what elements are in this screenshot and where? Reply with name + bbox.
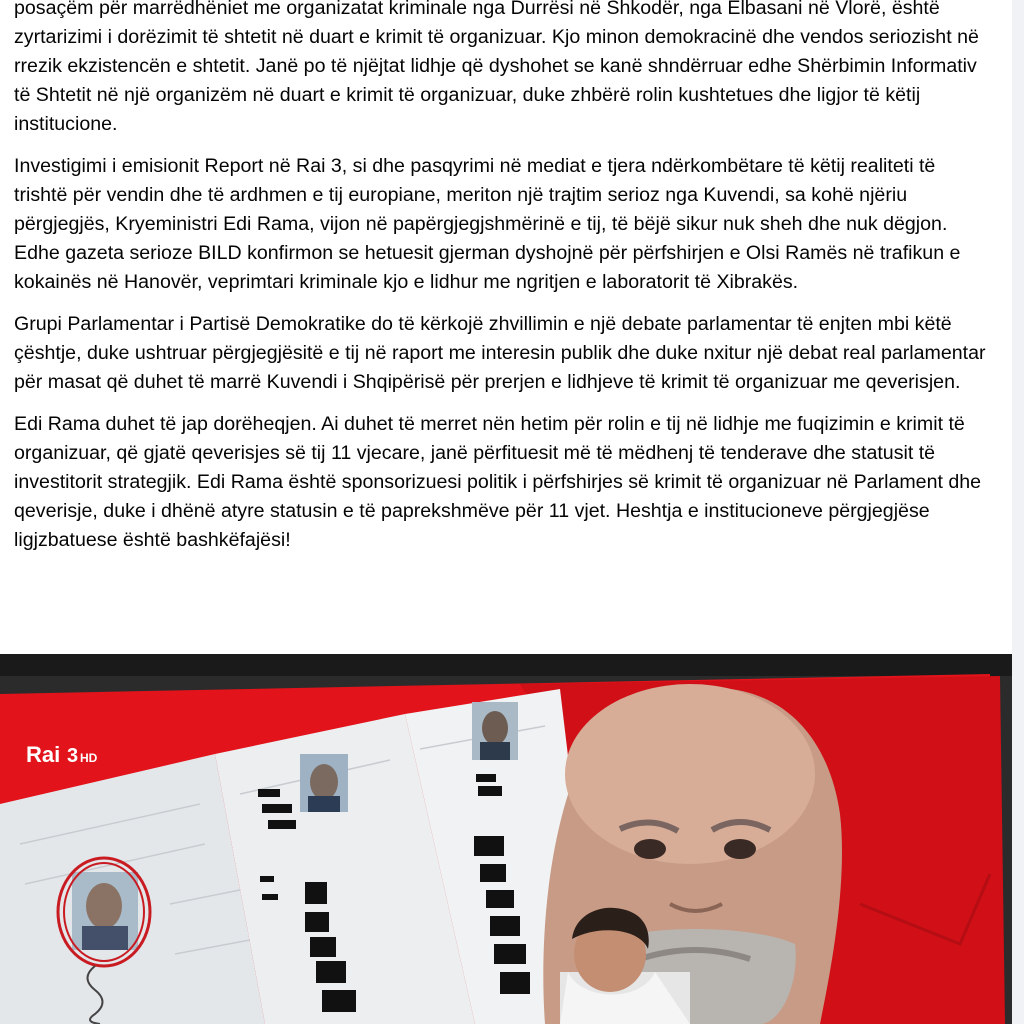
rai-channel-number: 3 bbox=[67, 745, 79, 767]
post-paragraph: Grupi Parlamentar i Partisë Demokratike do të kërkojë zhvillimin e një debate parlamentar të enjten mbi këtë çështje, duke ushtruar përgjegjësitë e tij në raport me interesin publik dhe duke nxitur një debat real parlamentar për masat që duhet të marrë Kuvendi i Shqipërisë për prerjen e lidhjeve të krimit të organizuar me qeverisjen. bbox=[14, 313, 986, 393]
post-text bbox=[14, 0, 994, 568]
post-photo[interactable] bbox=[0, 654, 1012, 1024]
rai-hd-label: HD bbox=[80, 751, 98, 765]
post-paragraph: Edi Rama duhet të jap dorëheqjen. Ai duhet të merret nën hetim për rolin e tij në lidhje me fuqizimin e krimit të organizuar, që gjatë qeverisjes së tij 11 vjecare, janë përfituesit më të mëdhenj të tenderave dhe statusit të investitorit strategjik. Edi Rama është sponsorizuesi politik i përfshirjes së krimit të organizuar në Parlament dhe qeverisje, duke i dhënë atyre statusin e të paprekshmëve për 11 vjet. Heshtja e institucioneve përgjegjëse ligjzbatuese është bashkëfajësi! bbox=[14, 413, 982, 551]
post-paragraph: Investigimi i emisionit Report në Rai 3, si dhe pasqyrimi në mediat e tjera ndërkombëtare të këtij realiteti të trishtë për vendin dhe të ardhmen e tij europiane, meriton një trajtim serioz nga Kuvendi, sa kohë njëriu përgjegjës, Kryeministri Edi Rama, vijon në papërgjegjshmërinë e tij, të bëjë sikur nuk sheh dhe nuk dëgjon. Edhe gazeta serioze BILD konfirmon se hetuesit gjerman dyshojnë për përfshirjen e Olsi Ramës në trafikun e kokainës në Hanovër, veprimtari kriminale kjo e lidhur me ngritjen e laboratorit të Xibrakës. bbox=[14, 155, 961, 293]
rai-logo-text: Rai bbox=[26, 742, 61, 767]
passport-photo-circled bbox=[72, 872, 138, 950]
tv-screen-photo bbox=[0, 654, 1012, 1024]
scrollbar[interactable] bbox=[1012, 0, 1024, 1024]
passport-photo bbox=[300, 754, 348, 812]
post-paragraph: posaçëm për marrëdhëniet me organizatat kriminale nga Durrësi në Shkodër, nga Elbasani në Vlorë, është zyrtarizimi i dorëzimit të shtetit në duart e krimit të organizuar. Kjo minon demokracinë dhe vendos seriozisht në rrezik ekzistencën e shtetit. Janë po të njëjtat lidhje që dyshohet se kanë shndërruar edhe Shërbimin Informativ të Shtetit në një organizëm në duart e krimit të organizuar, duke zhbërë rolin kushtetues dhe ligjor të këtij institucione. bbox=[14, 0, 979, 135]
passport-photo bbox=[472, 702, 518, 760]
